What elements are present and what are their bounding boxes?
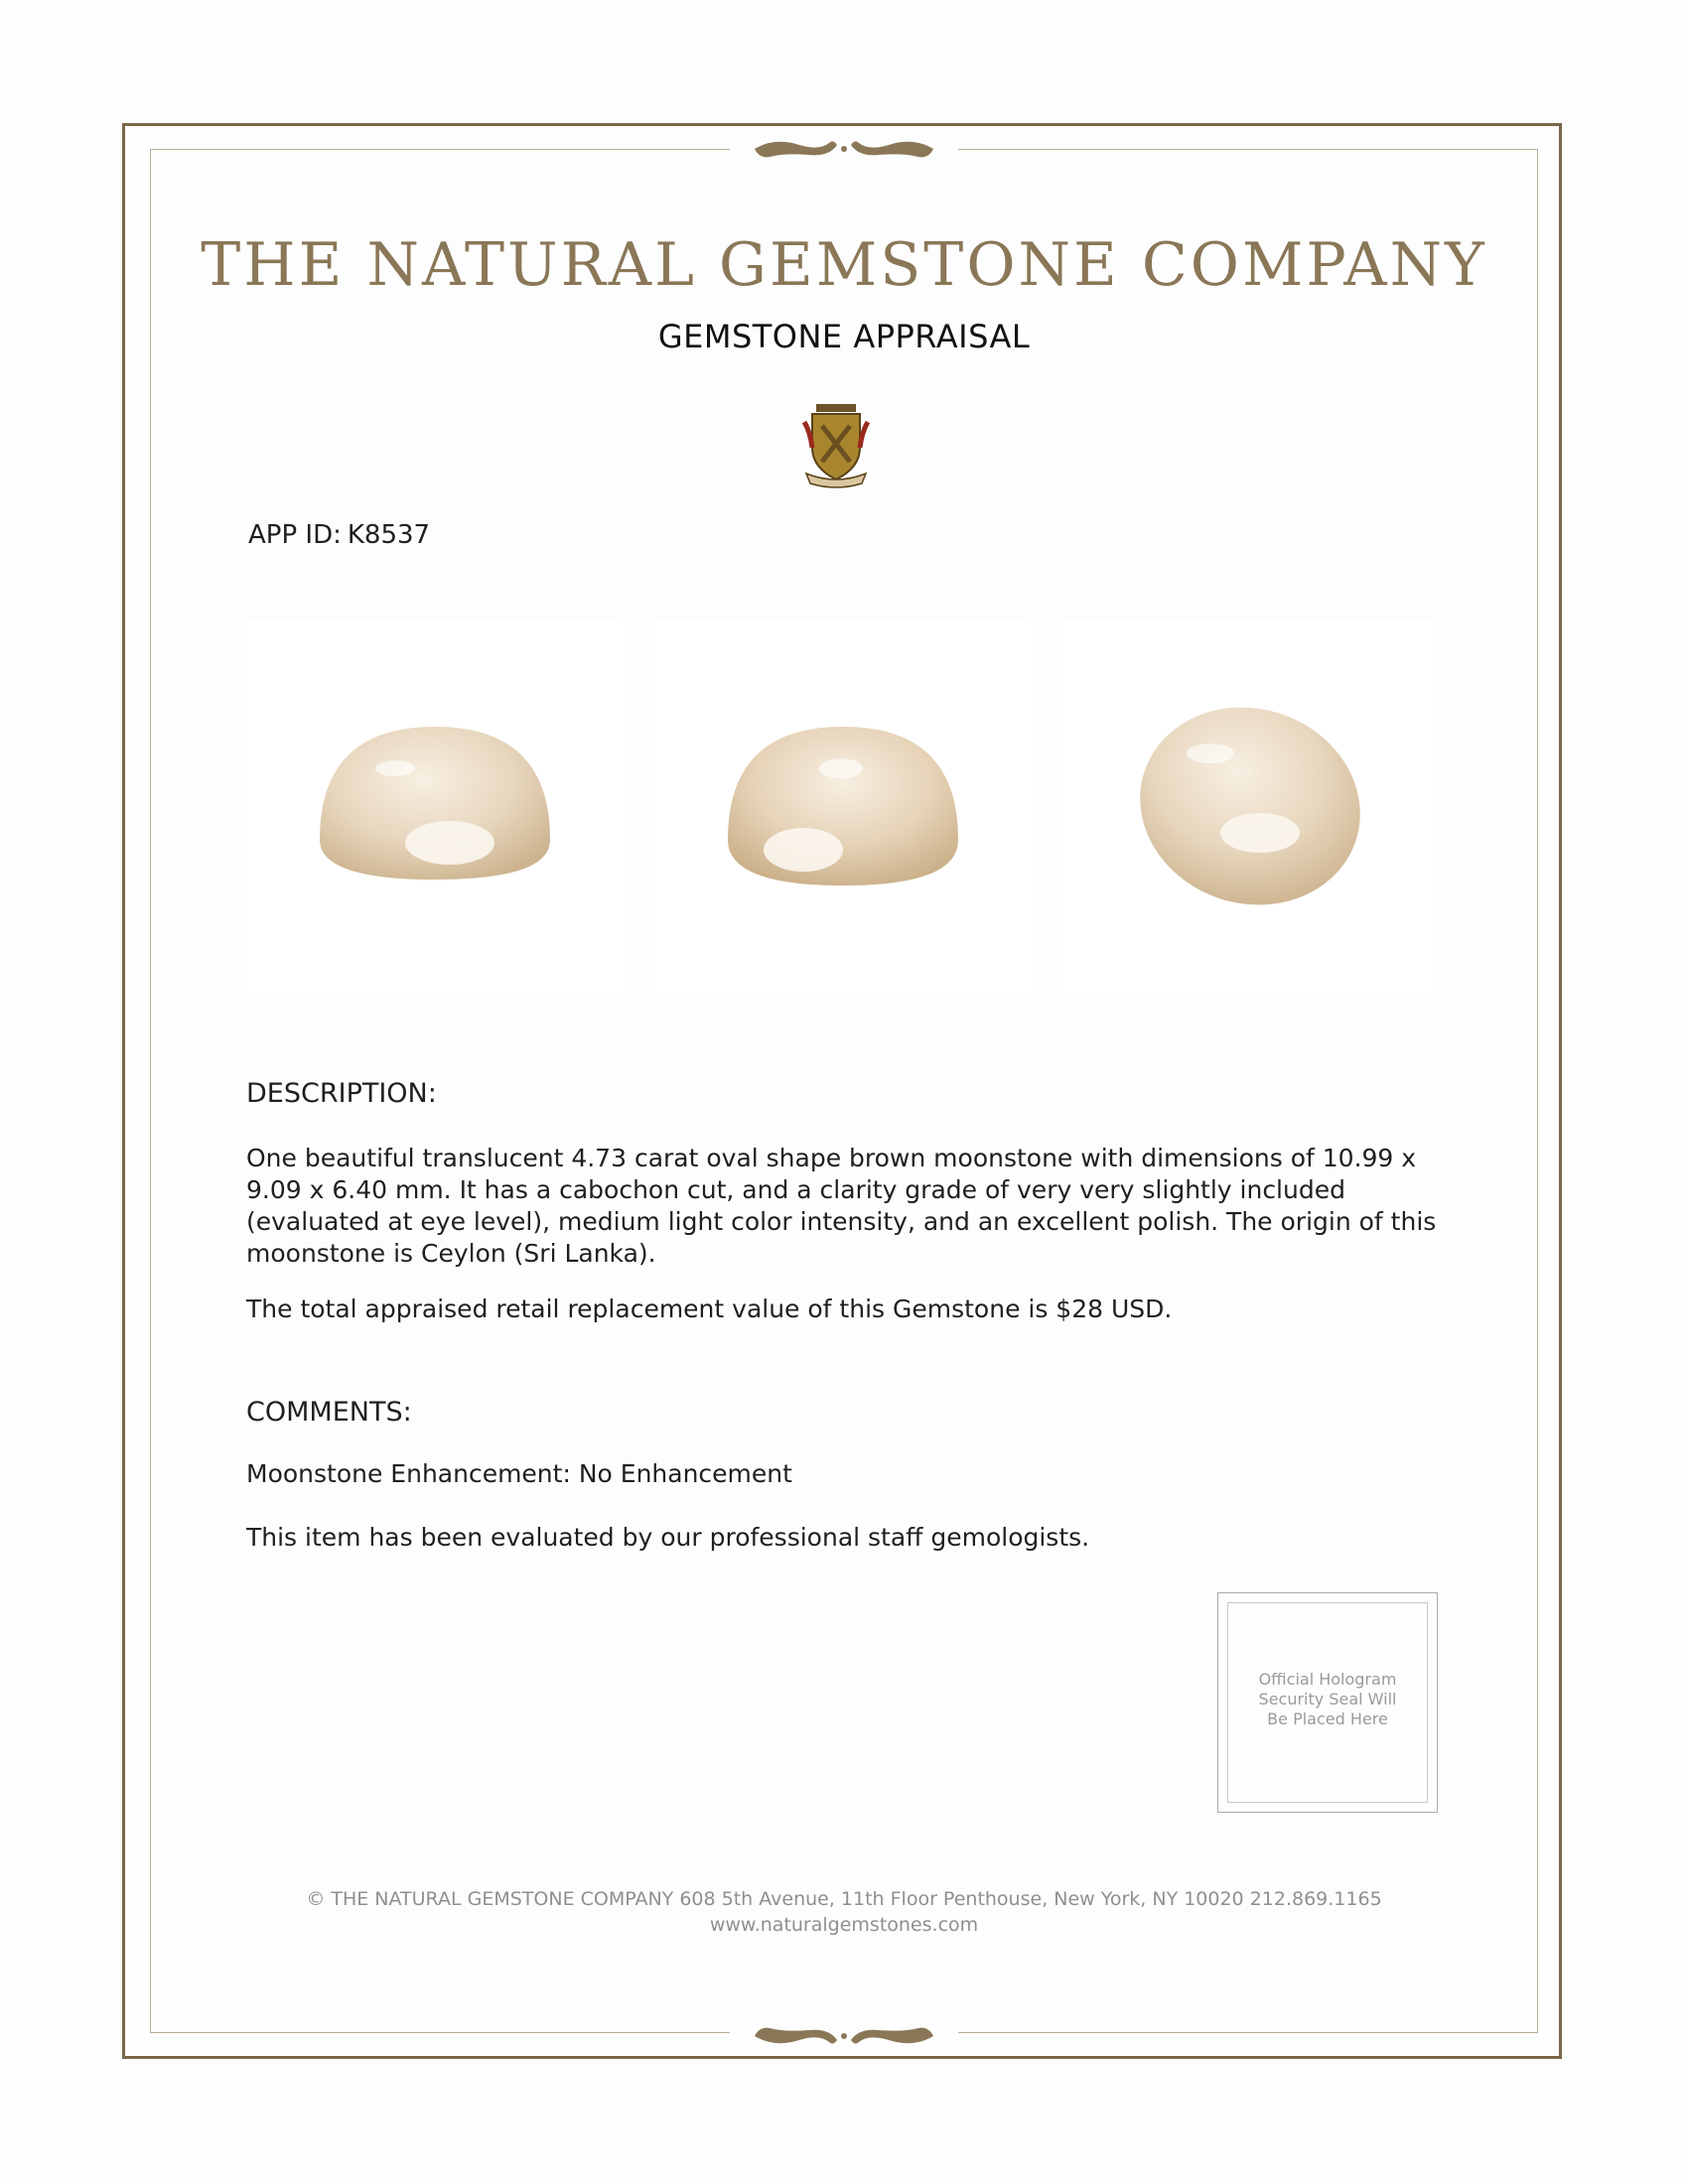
- enhancement-comment: Moonstone Enhancement: No Enhancement: [246, 1459, 792, 1488]
- bottom-flourish-ornament: [730, 2018, 958, 2054]
- crest-seal-icon: [802, 402, 870, 489]
- hologram-line-3: Be Placed Here: [1267, 1709, 1388, 1728]
- description-paragraph: One beautiful translucent 4.73 carat oval shape brown moonstone with dimensions of 10.99 x 9.09 x 6.40 mm. It has a cabochon cut, and a clarity grade of very very slightly included (evaluated at eye level), medium light color intensity, and an excellent polish. The origin of this moonstone is Ceylon (Sri Lanka).: [246, 1144, 1437, 1268]
- appraisal-id-value: K8537: [347, 520, 431, 550]
- moonstone-angle-view-image: [654, 619, 1032, 995]
- evaluation-comment: This item has been evaluated by our professional staff gemologists.: [246, 1523, 1090, 1552]
- company-name-heading: THE NATURAL GEMSTONE COMPANY: [201, 230, 1487, 300]
- hologram-line-1: Official Hologram: [1258, 1670, 1397, 1689]
- moonstone-front-view-image: [246, 619, 624, 995]
- comments-heading: COMMENTS:: [246, 1397, 412, 1428]
- appraised-value-statement: The total appraised retail replacement value of this Gemstone is $28 USD.: [246, 1295, 1173, 1323]
- hologram-line-2: Security Seal Will: [1258, 1690, 1397, 1708]
- description-heading: DESCRIPTION:: [246, 1078, 437, 1109]
- hologram-placeholder-text: [1227, 1670, 1428, 1729]
- moonstone-side-view-image: [1061, 619, 1439, 995]
- appraisal-id: [248, 520, 436, 550]
- document-title: GEMSTONE APPRAISAL: [657, 318, 1031, 355]
- appraisal-id-label: APP ID:: [248, 520, 342, 550]
- top-flourish-ornament: [730, 131, 958, 167]
- footer-address: © THE NATURAL GEMSTONE COMPANY 608 5th Avenue, 11th Floor Penthouse, New York, NY 10020 212.869.1165: [306, 1888, 1382, 1910]
- footer-website: www.naturalgemstones.com: [709, 1914, 979, 1936]
